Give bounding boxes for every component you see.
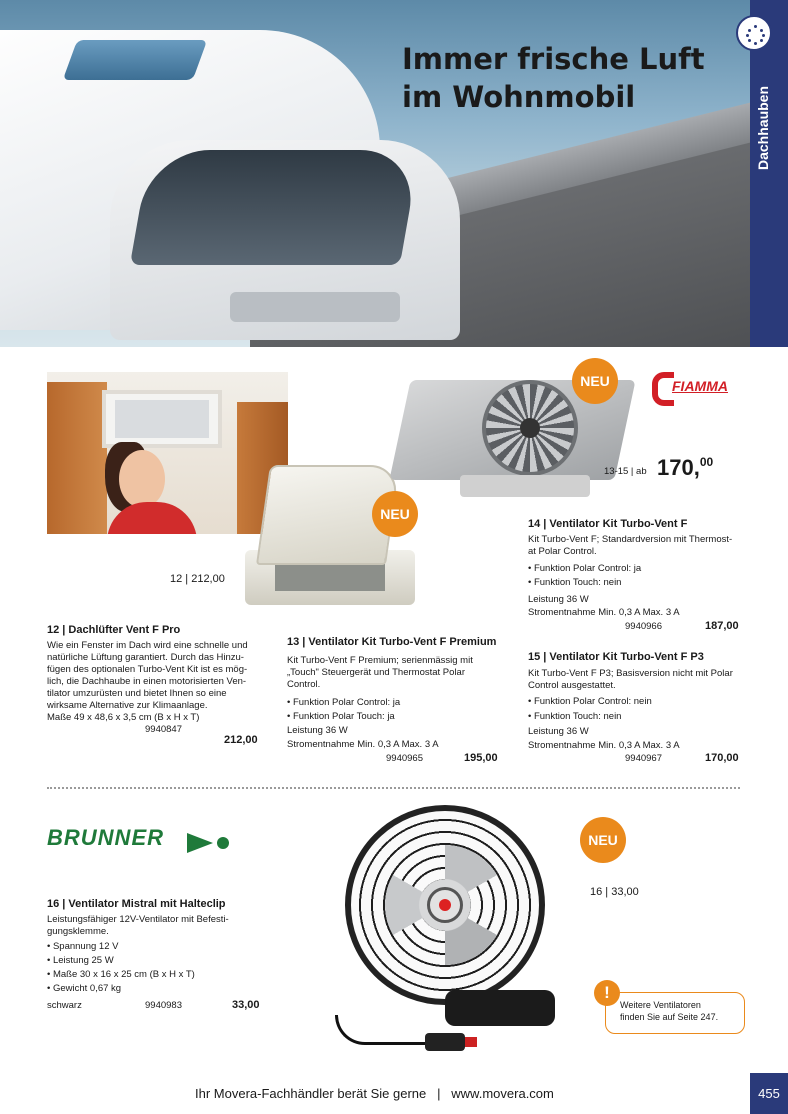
info-note bbox=[605, 992, 745, 1034]
windshield bbox=[130, 150, 420, 265]
product-line: Stromentnahme Min. 0,3 A Max. 3 A bbox=[528, 740, 680, 751]
hero-title-line-1: Immer frische Luft bbox=[402, 42, 705, 76]
price-label: 12 | 212,00 bbox=[170, 573, 225, 585]
product-heading: 15 | Ventilator Kit Turbo-Vent F P3 bbox=[528, 651, 704, 663]
product-line: • Maße 30 x 16 x 25 cm (B x H x T) bbox=[47, 969, 195, 980]
product-line: Stromentnahme Min. 0,3 A Max. 3 A bbox=[528, 607, 680, 618]
roof-hatch-icon bbox=[736, 15, 772, 51]
product-line: • Funktion Touch: nein bbox=[528, 577, 622, 588]
product-line: wirksame Alternative zur Klimaanlage. bbox=[47, 700, 208, 711]
product-price: 170,00 bbox=[705, 752, 739, 764]
info-note-text bbox=[620, 999, 718, 1023]
price-label-cents: 00 bbox=[699, 455, 714, 469]
side-tab-band bbox=[750, 0, 788, 347]
hero-title bbox=[402, 40, 705, 116]
product-line: Kit Turbo-Vent F; Standardversion mit Thermost- bbox=[528, 534, 733, 545]
product-price: 195,00 bbox=[464, 752, 498, 764]
product-line: • Gewicht 0,67 kg bbox=[47, 983, 122, 994]
mistral-fan-product-image bbox=[335, 795, 565, 1055]
article-number: 9940965 bbox=[386, 753, 423, 764]
vent-f-pro-product-image bbox=[245, 465, 415, 610]
footer-text: Ihr Movera-Fachhändler berät Sie gerne | www.movera.com bbox=[195, 1086, 554, 1101]
product-heading: 12 | Dachlüfter Vent F Pro bbox=[47, 624, 181, 636]
product-variant: schwarz bbox=[47, 1000, 82, 1011]
new-badge: NEU bbox=[572, 358, 618, 404]
product-line: Control ausgestattet. bbox=[528, 680, 616, 691]
article-number: 9940847 bbox=[145, 724, 182, 735]
fiamma-logo-text: FIAMMA bbox=[672, 378, 728, 394]
product-price: 212,00 bbox=[224, 734, 258, 746]
price-label-large bbox=[657, 455, 713, 481]
product-line: Kit Turbo-Vent F Premium; serienmässig mit bbox=[287, 655, 473, 666]
brunner-logo-text: BRUNNER bbox=[47, 825, 164, 850]
section-divider bbox=[47, 787, 740, 789]
product-line: fügen des optionalen Turbo-Vent Kit ist es mög- bbox=[47, 664, 248, 675]
product-line: Leistung 36 W bbox=[287, 725, 348, 736]
grille bbox=[230, 292, 400, 322]
product-line: Control. bbox=[287, 679, 321, 690]
hero-title-line-2: im Wohnmobil bbox=[402, 80, 636, 114]
product-price: 33,00 bbox=[232, 999, 260, 1011]
info-note-line-2: finden Sie auf Seite 247. bbox=[620, 1012, 719, 1022]
product-line: • Spannung 12 V bbox=[47, 941, 119, 952]
product-line: • Funktion Polar Control: nein bbox=[528, 696, 652, 707]
section-label bbox=[755, 142, 771, 170]
product-line: Wie ein Fenster im Dach wird eine schnelle und bbox=[47, 640, 248, 651]
product-line: lich, die Dachhaube in einen motorisierten Ven- bbox=[47, 676, 247, 687]
fiamma-logo bbox=[652, 372, 740, 406]
product-line: Leistung 36 W bbox=[528, 726, 589, 737]
roof-light bbox=[63, 40, 208, 80]
product-line: Leistungsfähiger 12V-Ventilator mit Befesti- bbox=[47, 914, 229, 925]
product-line: • Funktion Polar Control: ja bbox=[528, 563, 642, 574]
product-line: Leistung 36 W bbox=[528, 594, 589, 605]
price-label: 16 | 33,00 bbox=[590, 886, 639, 898]
product-heading: 16 | Ventilator Mistral mit Halteclip bbox=[47, 898, 226, 910]
new-badge: NEU bbox=[580, 817, 626, 863]
product-heading: 13 | Ventilator Kit Turbo-Vent F Premium bbox=[287, 636, 497, 648]
product-line: • Funktion Polar Touch: ja bbox=[287, 711, 395, 722]
price-label-main: 170, bbox=[657, 455, 700, 480]
product-line: • Funktion Polar Control: ja bbox=[287, 697, 401, 708]
product-line: natürliche Lüftung garantiert. Durch das Hinzu- bbox=[47, 652, 244, 663]
product-price: 187,00 bbox=[705, 620, 739, 632]
brunner-logo bbox=[47, 825, 232, 861]
product-line: Stromentnahme Min. 0,3 A Max. 3 A bbox=[287, 739, 439, 750]
exclamation-icon: ! bbox=[594, 980, 620, 1006]
product-heading: 14 | Ventilator Kit Turbo-Vent F bbox=[528, 518, 688, 530]
product-line: at Polar Control. bbox=[528, 546, 597, 557]
product-line: • Funktion Touch: nein bbox=[528, 711, 622, 722]
product-line: tilator umzurüsten und bietet Ihnen so eine bbox=[47, 688, 227, 699]
product-line: • Leistung 25 W bbox=[47, 955, 114, 966]
product-line: Maße 49 x 48,6 x 3,5 cm (B x H x T) bbox=[47, 712, 200, 723]
product-line: gungsklemme. bbox=[47, 926, 109, 937]
article-number: 9940983 bbox=[145, 1000, 182, 1011]
article-number: 9940967 bbox=[625, 753, 662, 764]
price-label-prefix: 13-15 | ab bbox=[604, 466, 647, 477]
page-number: 455 bbox=[750, 1073, 788, 1114]
new-badge: NEU bbox=[372, 491, 418, 537]
article-number: 9940966 bbox=[625, 621, 662, 632]
product-line: „Touch" Steuergerät und Thermostat Polar bbox=[287, 667, 465, 678]
info-note-line-1: Weitere Ventilatoren bbox=[620, 1000, 701, 1010]
product-line: Kit Turbo-Vent F P3; Basisversion nicht mit Polar bbox=[528, 668, 733, 679]
